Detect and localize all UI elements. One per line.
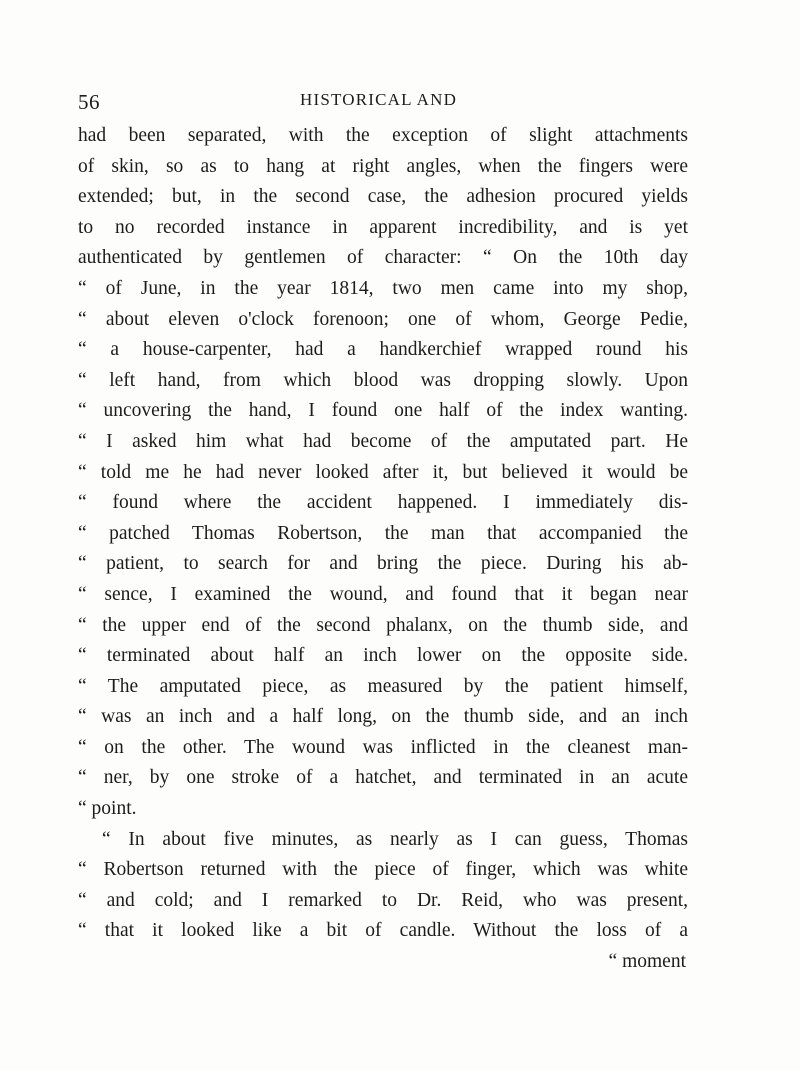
text-line: “ on the other. The wound was inflicted in the cleanest man-: [78, 736, 688, 758]
text-line: “ point.: [78, 798, 137, 820]
text-line: “ In about five minutes, as nearly as I can guess, Thomas: [102, 828, 688, 850]
text-line: “ patient, to search for and bring the piece. During his ab-: [78, 553, 688, 575]
text-line: “ told me he had never looked after it, but believed it would be: [78, 461, 688, 483]
text-line: “ The amputated piece, as measured by the patient himself,: [78, 675, 688, 697]
text-line: “ was an inch and a half long, on the thumb side, and an inch: [78, 706, 688, 728]
text-line: “ left hand, from which blood was dropping slowly. Upon: [78, 369, 688, 391]
text-line: extended; but, in the second case, the adhesion procured yields: [78, 186, 688, 208]
text-line: “ a house-carpenter, had a handkerchief wrapped round his: [78, 339, 688, 361]
catchword: “ moment: [608, 951, 686, 973]
text-line: “ about eleven o'clock forenoon; one of whom, George Pedie,: [78, 308, 688, 330]
text-line: “ found where the accident happened. I immediately dis-: [78, 492, 688, 514]
text-line: to no recorded instance in apparent incredibility, and is yet: [78, 216, 688, 238]
page-header: [78, 86, 688, 116]
running-title: HISTORICAL AND: [300, 90, 458, 109]
text-line: “ Robertson returned with the piece of finger, which was white: [78, 859, 688, 881]
text-line: of skin, so as to hang at right angles, when the fingers were: [78, 155, 688, 177]
text-line: “ ner, by one stroke of a hatchet, and terminated in an acute: [78, 767, 688, 789]
text-line: “ of June, in the year 1814, two men came into my shop,: [78, 277, 688, 299]
text-line: “ I asked him what had become of the amputated part. He: [78, 430, 688, 452]
text-line: had been separated, with the exception of slight attachments: [78, 125, 688, 146]
text-line: “ that it looked like a bit of candle. Without the loss of a: [78, 920, 688, 942]
text-line: “ sence, I examined the wound, and found that it began near: [78, 583, 688, 605]
page-number: 56: [78, 90, 100, 114]
text-line: “ patched Thomas Robertson, the man that accompanied the: [78, 522, 688, 544]
text-line: “ the upper end of the second phalanx, on the thumb side, and: [78, 614, 688, 636]
text-line: “ and cold; and I remarked to Dr. Reid, who was present,: [78, 889, 688, 911]
body-text: [78, 121, 688, 978]
text-line: “ uncovering the hand, I found one half of the index wanting.: [78, 400, 688, 422]
text-line: authenticated by gentlemen of character: “ On the 10th day: [78, 247, 688, 269]
text-line: “ terminated about half an inch lower on the opposite side.: [78, 645, 688, 667]
